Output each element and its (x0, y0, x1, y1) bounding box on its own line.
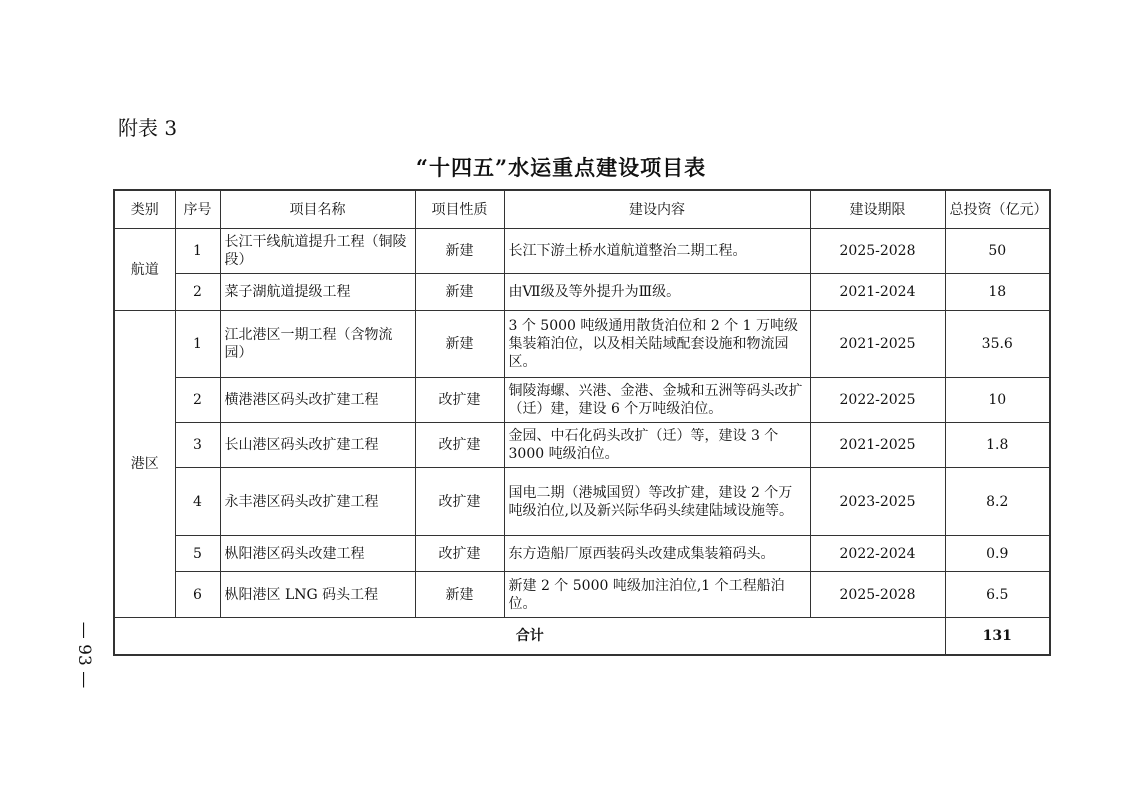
project-name: 枞阳港区 LNG 码头工程 (220, 572, 415, 618)
total-investment: 50 (945, 229, 1050, 274)
total-investment: 8.2 (945, 468, 1050, 536)
construction-period: 2022-2024 (810, 536, 945, 572)
table-title: “十四五”水运重点建设项目表 (415, 155, 707, 180)
project-name: 江北港区一期工程（含物流园） (220, 311, 415, 378)
project-name: 长江干线航道提升工程（铜陵段） (220, 229, 415, 274)
construction-content: 长江下游土桥水道航道整治二期工程。 (504, 229, 810, 274)
project-nature: 改扩建 (415, 536, 504, 572)
header-project-name: 项目名称 (220, 190, 415, 229)
row-number: 1 (175, 229, 220, 274)
total-label: 合计 (114, 618, 945, 655)
construction-content: 由Ⅶ级及等外提升为Ⅲ级。 (504, 274, 810, 311)
construction-content: 新建 2 个 5000 吨级加注泊位,1 个工程船泊位。 (504, 572, 810, 618)
construction-period: 2021-2025 (810, 423, 945, 468)
total-investment: 6.5 (945, 572, 1050, 618)
total-investment: 18 (945, 274, 1050, 311)
table-row (114, 572, 1050, 618)
project-nature: 改扩建 (415, 468, 504, 536)
row-number: 2 (175, 274, 220, 311)
construction-period: 2025-2028 (810, 572, 945, 618)
construction-period: 2021-2024 (810, 274, 945, 311)
total-investment: 0.9 (945, 536, 1050, 572)
table-row (114, 378, 1050, 423)
construction-content: 3 个 5000 吨级通用散货泊位和 2 个 1 万吨级集装箱泊位，以及相关陆域配套设施和物流园区。 (504, 311, 810, 378)
appendix-label: 附表 3 (118, 116, 178, 140)
total-investment: 35.6 (945, 311, 1050, 378)
project-name: 菜子湖航道提级工程 (220, 274, 415, 311)
project-name: 横港港区码头改扩建工程 (220, 378, 415, 423)
project-name: 长山港区码头改扩建工程 (220, 423, 415, 468)
project-name: 枞阳港区码头改建工程 (220, 536, 415, 572)
construction-period: 2022-2025 (810, 378, 945, 423)
row-number: 3 (175, 423, 220, 468)
table-row (114, 468, 1050, 536)
header-category: 类别 (114, 190, 175, 229)
row-number: 5 (175, 536, 220, 572)
construction-content: 金园、中石化码头改扩（迁）等，建设 3 个 3000 吨级泊位。 (504, 423, 810, 468)
category-cell-port: 港区 (114, 311, 175, 618)
table-row (114, 536, 1050, 572)
header-project-nature: 项目性质 (415, 190, 504, 229)
construction-period: 2021-2025 (810, 311, 945, 378)
row-number: 2 (175, 378, 220, 423)
table-row (114, 423, 1050, 468)
table-row (114, 274, 1050, 311)
construction-period: 2025-2028 (810, 229, 945, 274)
project-nature: 新建 (415, 311, 504, 378)
project-nature: 改扩建 (415, 378, 504, 423)
header-construction-content: 建设内容 (504, 190, 810, 229)
category-cell-waterway: 航道 (114, 229, 175, 311)
table-row (114, 311, 1050, 378)
total-row (114, 618, 1050, 655)
header-total-investment: 总投资（亿元） (945, 190, 1050, 229)
row-number: 4 (175, 468, 220, 536)
project-nature: 新建 (415, 229, 504, 274)
total-investment: 1.8 (945, 423, 1050, 468)
table-header-row (114, 190, 1050, 229)
total-value: 131 (945, 618, 1050, 655)
construction-period: 2023-2025 (810, 468, 945, 536)
project-table (113, 189, 1051, 656)
row-number: 6 (175, 572, 220, 618)
page-number: — 93 — (74, 621, 94, 689)
construction-content: 铜陵海螺、兴港、金港、金城和五洲等码头改扩（迁）建，建设 6 个万吨级泊位。 (504, 378, 810, 423)
row-number: 1 (175, 311, 220, 378)
project-nature: 新建 (415, 572, 504, 618)
header-number: 序号 (175, 190, 220, 229)
project-name: 永丰港区码头改扩建工程 (220, 468, 415, 536)
project-nature: 新建 (415, 274, 504, 311)
project-nature: 改扩建 (415, 423, 504, 468)
total-investment: 10 (945, 378, 1050, 423)
header-construction-period: 建设期限 (810, 190, 945, 229)
construction-content: 东方造船厂原西装码头改建成集装箱码头。 (504, 536, 810, 572)
table-row (114, 229, 1050, 274)
construction-content: 国电二期（港城国贸）等改扩建，建设 2 个万吨级泊位,以及新兴际华码头续建陆域设施等。 (504, 468, 810, 536)
